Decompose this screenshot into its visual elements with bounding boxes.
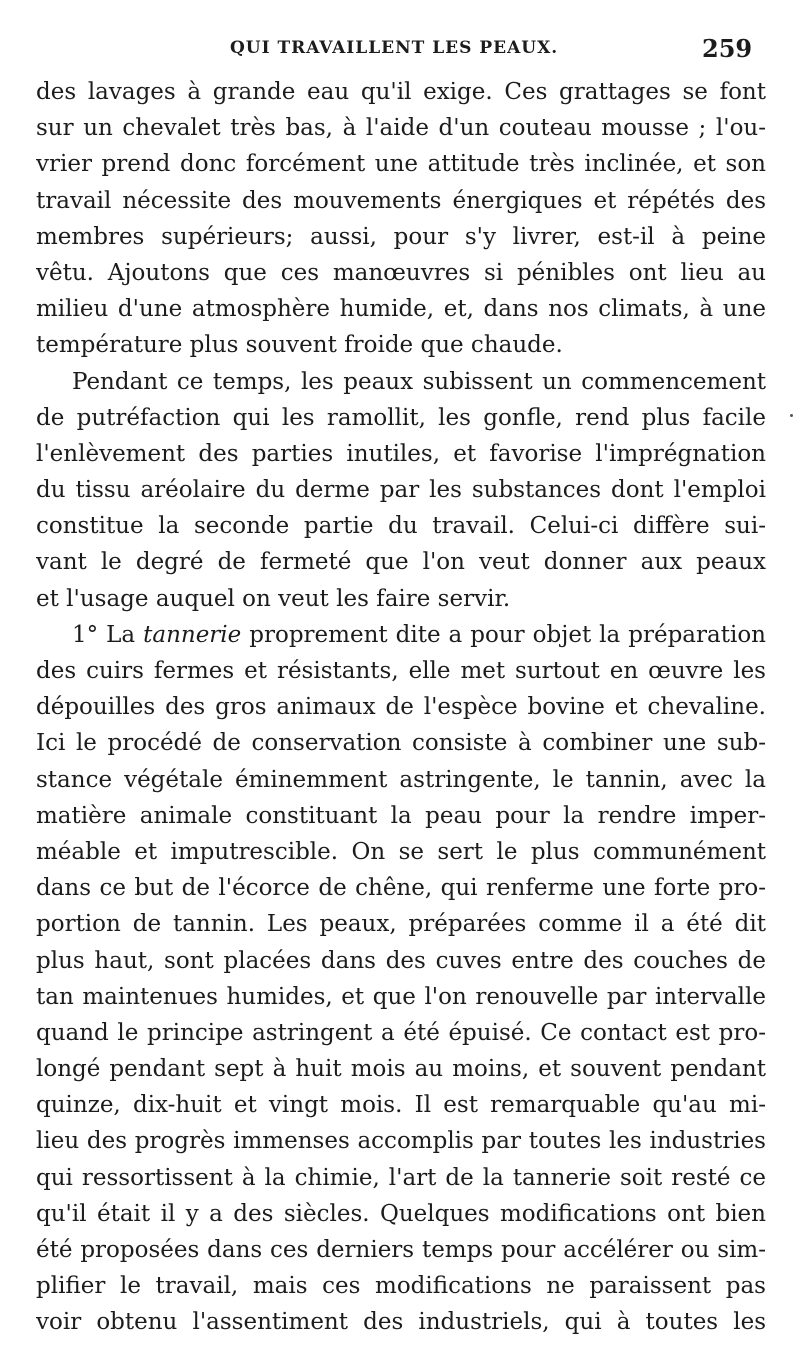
text-line: portion de tannin. Les peaux, préparées comme il a été dit [36, 911, 766, 938]
text-line: vêtu. Ajoutons que ces manœuvres si pénibles ont lieu au [36, 259, 766, 286]
text-line: du tissu aréolaire du derme par les substances dont l'emploi [36, 477, 766, 504]
text-line: l'enlèvement des parties inutiles, et favorise l'imprégnation [36, 440, 766, 467]
text-line: été proposées dans ces derniers temps pour accélérer ou sim- [36, 1237, 766, 1263]
text-line: des lavages à grande eau qu'il exige. Ces grattages se font [36, 79, 766, 105]
text-line: plus haut, sont placées dans des cuves entre des couches de [36, 947, 766, 974]
text-line: quand le principe astringent a été épuisé. Ce contact est pro- [36, 1019, 766, 1046]
text-line: dépouilles des gros animaux de l'espèce bovine et chevaline. [36, 694, 766, 721]
text-line: stance végétale éminemment astringente, le tannin, avec la [36, 766, 766, 793]
text-line: vant le degré de fermeté que l'on veut donner aux peaux [36, 549, 766, 576]
paragraph-start-line: 1° La tannerie proprement dite a pour objet la préparation [72, 621, 766, 648]
text-line: lieu des progrès immenses accomplis par toutes les industries [36, 1128, 766, 1155]
text-line: qui ressortissent à la chimie, l'art de la tannerie soit resté ce [36, 1164, 766, 1191]
text-line: température plus souvent froide que chaude. [36, 332, 563, 359]
text-line: dans ce but de l'écorce de chêne, qui renferme une forte pro- [36, 875, 766, 902]
text-line: et l'usage auquel on veut les faire servir. [36, 585, 511, 612]
text-line: longé pendant sept à huit mois au moins, et souvent pendant [36, 1056, 766, 1083]
text-line: travail nécessite des mouvements énergiques et répétés des [36, 187, 766, 214]
text-line: sur un chevalet très bas, à l'aide d'un couteau mousse ; l'ou- [36, 115, 766, 142]
text-line: Ici le procédé de conservation consiste à combiner une sub- [36, 730, 766, 757]
text-line: constitue la seconde partie du travail. Celui-ci diffère sui- [36, 513, 766, 540]
text-line: quinze, dix-huit et vingt mois. Il est remarquable qu'au mi- [36, 1092, 766, 1119]
text-line: vrier prend donc forcément une attitude très inclinée, et son [36, 151, 766, 178]
text-line: membres supérieurs; aussi, pour s'y livrer, est-il à peine [36, 223, 766, 250]
text-line: qu'il était il y a des siècles. Quelques modifications ont bien [36, 1200, 766, 1227]
text-line: voir obtenu l'assentiment des industriels, qui à toutes les [36, 1309, 766, 1336]
running-title: QUI TRAVAILLENT LES PEAUX. [230, 38, 559, 58]
text-line: des cuirs fermes et résistants, elle met surtout en œuvre les [36, 658, 766, 684]
text-line: matière animale constituant la peau pour la rendre imper- [36, 802, 766, 829]
page-number: 259 [702, 34, 753, 63]
text-line: méable et imputrescible. On se sert le plus communément [36, 838, 766, 865]
italic-term: tannerie [143, 621, 242, 648]
paragraph-start-line: Pendant ce temps, les peaux subissent un commencement [72, 368, 766, 395]
body-text [36, 74, 766, 1341]
ink-speck [790, 414, 793, 417]
text-line: plifier le travail, mais ces modifications ne paraissent pas [36, 1273, 766, 1300]
text-line: milieu d'une atmosphère humide, et, dans nos climats, à une [36, 296, 766, 323]
text-line: tan maintenues humides, et que l'on renouvelle par intervalle [36, 983, 766, 1010]
text-line: de putréfaction qui les ramollit, les gonfle, rend plus facile [36, 404, 766, 431]
